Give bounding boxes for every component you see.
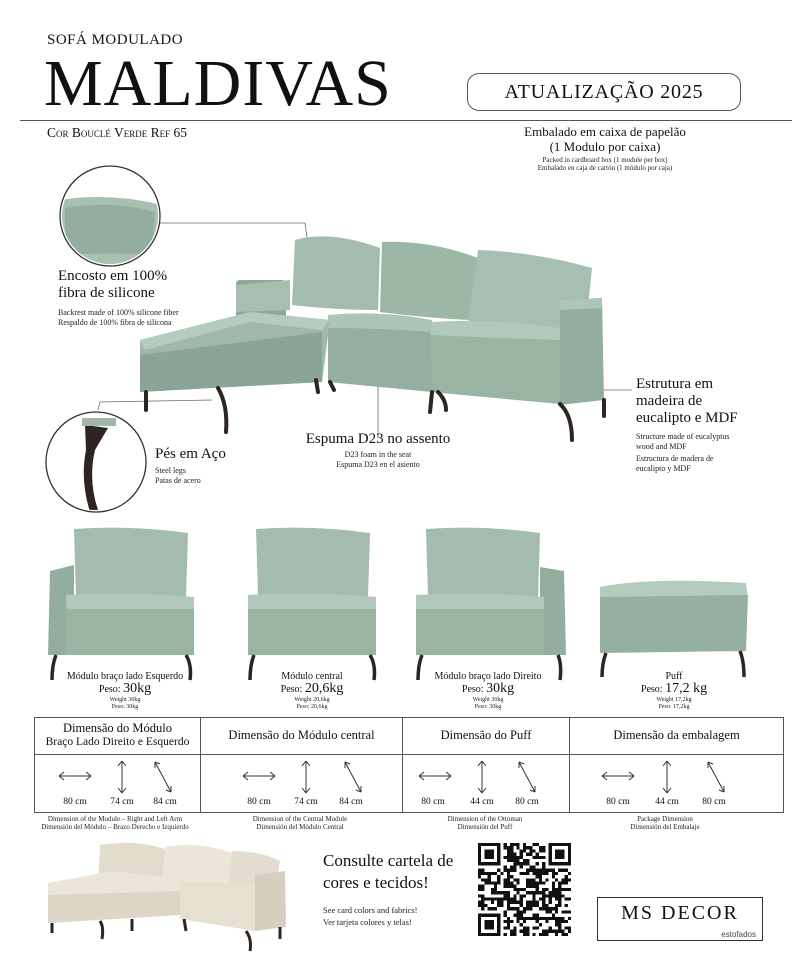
dim-caption-arm	[10, 815, 220, 831]
update-badge	[467, 73, 741, 111]
brand-name: MS DECOR	[621, 902, 739, 924]
dim-caption-puff	[400, 815, 570, 831]
dim-caption-en: Dimension of the Central Module	[252, 815, 348, 823]
packaging-pt-1: Embalado em caixa de papelão	[524, 124, 686, 139]
packaging-pt-2: (1 Modulo por caixa)	[549, 139, 661, 154]
dim-depth: 80 cm	[515, 797, 539, 807]
dim-header-line: Dimensão da embalagem	[613, 728, 740, 742]
dim-caption-es: Dimensión del Módulo Central	[256, 823, 344, 831]
module-name: Módulo central	[281, 671, 343, 682]
module-name: Puff	[665, 671, 683, 682]
module-weight-es: Peso: 30kg	[111, 704, 139, 710]
cta-line-2: cores e tecidos!	[323, 873, 429, 892]
width-arrow-icon	[600, 769, 636, 783]
dim-caption-en: Dimension of the Module – Right and Left Arm	[47, 815, 183, 823]
dim-width: 80 cm	[421, 797, 445, 807]
structure-feature	[636, 376, 738, 474]
weight-value: 20,6kg	[304, 681, 344, 696]
module-weight-en: Weight 17,2kg	[656, 697, 692, 703]
weight-label: Peso:	[280, 684, 303, 695]
foam-feature	[288, 431, 468, 470]
structure-en-1: Structure made of eucalyptus	[636, 432, 730, 441]
brand-logo	[597, 897, 763, 941]
kicker: SOFÁ MODULADO	[47, 32, 184, 48]
weight-label: Peso:	[461, 684, 484, 695]
modules-illustration	[0, 525, 792, 685]
dim-header-arm	[35, 721, 200, 749]
module-weight-es: Peso: 30kg	[474, 704, 502, 710]
dim-depth: 84 cm	[339, 797, 363, 807]
dim-caption-package	[580, 815, 750, 831]
dim-header-line: Dimensão do Módulo central	[228, 728, 375, 742]
dim-cell-package	[570, 755, 783, 812]
dim-caption-central	[210, 815, 390, 831]
cta-es: Ver tarjeta colores y telas!	[323, 917, 412, 927]
module-weight-es: Peso: 17,2kg	[658, 704, 690, 710]
module-weight	[408, 682, 568, 697]
dim-height: 44 cm	[470, 797, 494, 807]
dim-depth: 80 cm	[702, 797, 726, 807]
structure-title-2: madeira de	[636, 393, 703, 409]
dim-header-line: Braço Lado Direito e Esquerdo	[45, 736, 190, 748]
depth-arrow-icon	[704, 759, 728, 795]
structure-es-1: Estructura de madera de	[636, 454, 714, 463]
packaging-en: Packed in cardboard box (1 module per box)	[542, 156, 668, 164]
structure-es-2: eucalipto y MDF	[636, 464, 691, 473]
dim-caption-en: Package Dimension	[637, 815, 693, 823]
weight-value: 17,2 kg	[665, 681, 708, 696]
legs-es: Patas de acero	[155, 476, 201, 485]
packaging-es: Embalado en caja de cartón (1 módulo por caja)	[537, 164, 673, 172]
structure-title-3: eucalipto e MDF	[636, 410, 738, 426]
qr-code[interactable]	[478, 843, 571, 936]
module-central-image	[248, 528, 376, 680]
cream-sofa-illustration	[40, 835, 290, 955]
module-puff	[594, 671, 754, 711]
module-right-arm-image	[416, 528, 566, 680]
dim-caption-en: Dimension of the Ottoman	[447, 815, 523, 823]
dim-cell-arm	[35, 755, 200, 812]
depth-arrow-icon	[151, 759, 175, 795]
foam-es: Espuma D23 en el asiento	[336, 460, 420, 469]
weight-value: 30kg	[123, 681, 152, 696]
dim-depth: 84 cm	[153, 797, 177, 807]
height-arrow-icon	[475, 759, 489, 795]
weight-value: 30kg	[486, 681, 515, 696]
backrest-title-1: Encosto em 100%	[58, 268, 168, 284]
height-arrow-icon	[115, 759, 129, 795]
weight-label: Peso:	[98, 684, 121, 695]
dim-height: 74 cm	[294, 797, 318, 807]
width-arrow-icon	[241, 769, 277, 783]
module-name: Módulo braço lado Direito	[434, 671, 542, 682]
dim-cell-central	[201, 755, 402, 812]
dim-caption-es: Dimensión del Puff	[457, 823, 513, 831]
module-weight-en: Weight 30kg	[472, 697, 504, 703]
depth-arrow-icon	[341, 759, 365, 795]
backrest-es: Respaldo de 100% fibra de silicona	[58, 318, 172, 327]
dim-caption-es: Dimensión del Embalaje	[630, 823, 700, 831]
width-arrow-icon	[417, 769, 453, 783]
legs-title: Pés em Aço	[155, 446, 226, 462]
backrest-title-2: fibra de silicone	[58, 285, 155, 301]
foam-title: Espuma D23 no assento	[305, 431, 451, 447]
structure-title-1: Estrutura em	[636, 376, 714, 392]
module-left-arm	[45, 671, 205, 711]
brand-sub: estofados	[721, 930, 756, 939]
height-arrow-icon	[299, 759, 313, 795]
dim-header-package	[570, 728, 783, 743]
module-weight	[232, 682, 392, 697]
depth-arrow-icon	[515, 759, 539, 795]
module-central	[232, 671, 392, 711]
dim-header-central	[201, 728, 402, 743]
dim-header-line: Dimensão do Puff	[440, 728, 532, 742]
module-left-arm-image	[48, 528, 194, 680]
dim-width: 80 cm	[63, 797, 87, 807]
module-weight-en: Weight 30kg	[109, 697, 141, 703]
update-badge-label: ATUALIZAÇÃO 2025	[504, 80, 704, 103]
dim-height: 44 cm	[655, 797, 679, 807]
puff-image	[600, 581, 748, 677]
module-weight	[45, 682, 205, 697]
height-arrow-icon	[660, 759, 674, 795]
backrest-feature	[58, 268, 179, 328]
dim-width: 80 cm	[606, 797, 630, 807]
foam-en: D23 foam in the seat	[344, 450, 412, 459]
module-name: Módulo braço lado Esquerdo	[66, 671, 184, 682]
header-rule	[20, 120, 792, 121]
module-weight-en: Weight 20,6kg	[294, 697, 330, 703]
cta-en: See card colors and fabrics!	[323, 905, 418, 915]
dimensions-table	[34, 717, 784, 813]
backrest-en: Backrest made of 100% silicone fiber	[58, 308, 179, 317]
legs-feature	[155, 446, 226, 486]
hero-sofa-illustration	[0, 160, 792, 530]
module-right-arm	[408, 671, 568, 711]
module-weight-es: Peso: 20,6kg	[296, 704, 328, 710]
dim-width: 80 cm	[247, 797, 271, 807]
catalog-cta	[323, 850, 453, 928]
color-reference: Cor Bouclé Verde Ref 65	[47, 125, 188, 140]
page-title: MALDIVAS	[44, 47, 392, 120]
dim-header-line: Dimensão do Módulo	[62, 721, 173, 735]
width-arrow-icon	[57, 769, 93, 783]
dim-height: 74 cm	[110, 797, 134, 807]
structure-en-2: wood and MDF	[636, 442, 687, 451]
cta-line-1: Consulte cartela de	[323, 851, 454, 870]
dim-header-puff	[403, 728, 569, 743]
dim-caption-es: Dimensión del Módulo – Brazo Derecho e Izquierdo	[41, 823, 189, 831]
weight-label: Peso:	[640, 684, 663, 695]
module-weight	[594, 682, 754, 697]
dim-cell-puff	[403, 755, 569, 812]
legs-en: Steel legs	[155, 466, 186, 475]
